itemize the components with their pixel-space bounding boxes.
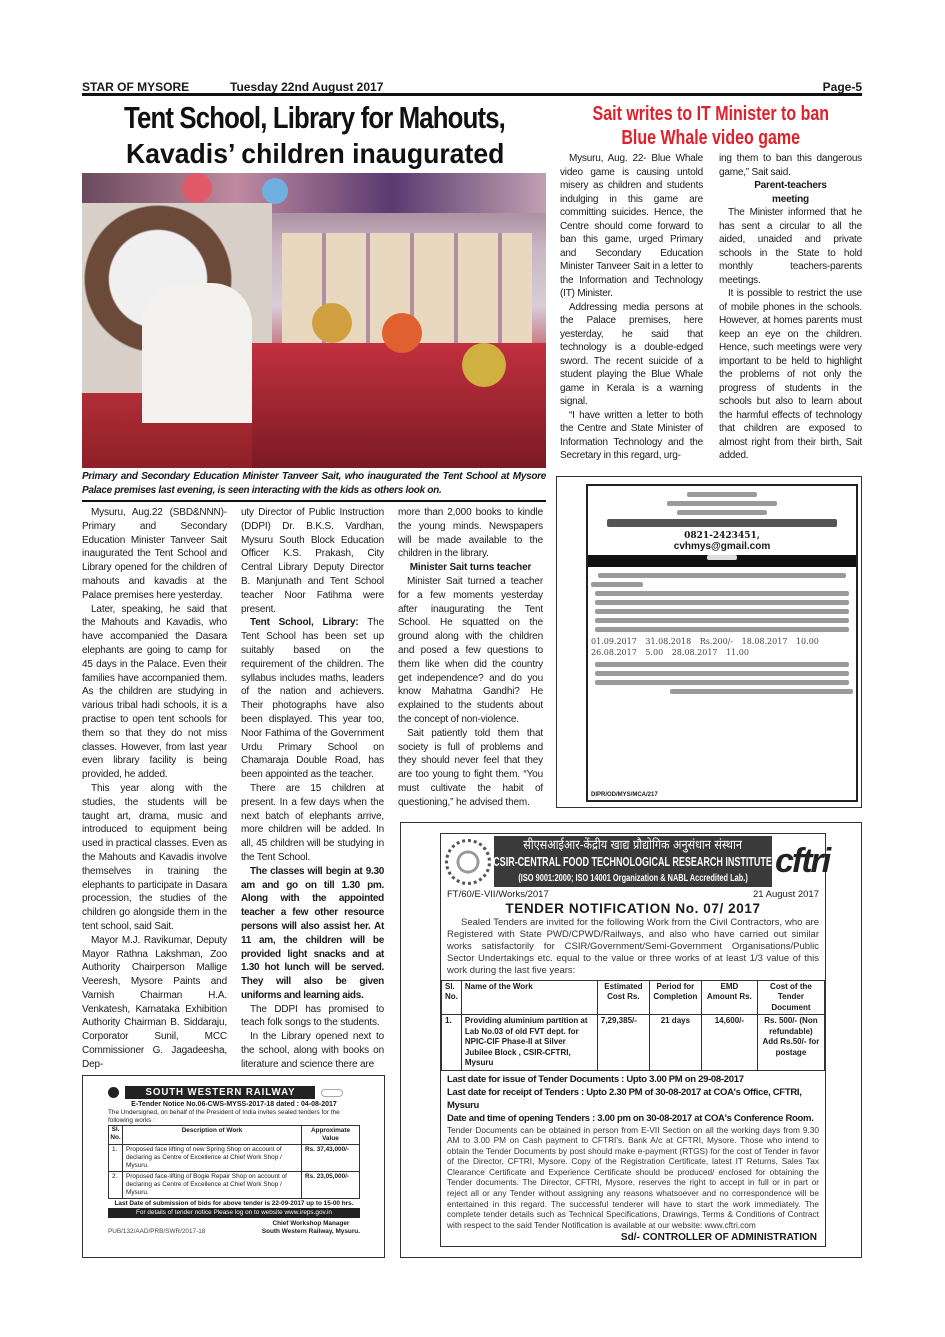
paragraph: ing them to ban this dangerous game,” Sait said. [719, 153, 862, 178]
article-photo [82, 173, 546, 468]
swr-title [125, 1086, 315, 1099]
cftri-tender-ad [440, 833, 830, 1247]
col-header: Description of Work [123, 1126, 302, 1145]
lead-in: Tent School, Library: [250, 617, 359, 629]
reference-number: FT/60/E-VII/Works/2017 [447, 889, 549, 900]
page-header [82, 80, 862, 96]
date: 31.08.2018 [645, 637, 692, 646]
time: 10.00 [795, 637, 819, 646]
blue-whale-column-2 [719, 152, 862, 463]
notice-date: 21 August 2017 [752, 889, 819, 900]
institute-name-text: CSIR-CENTRAL FOOD TECHNOLOGICAL RESEARCH INSTITUTE [494, 855, 772, 869]
date: 28.08.2017 [671, 648, 718, 657]
cell: 21 days [649, 1015, 701, 1071]
fee: Rs.200/- [699, 637, 734, 646]
paragraph: Mysuru, Aug. 22- Blue Whale video game is causing untold misery as children and students indulging in this game are committing suicides. Hence, the Centre should come forward to ban this game, urged Primary and Secondary Education Minister Tanveer Sait in a letter to the Information and Technology (IT) Minister. [560, 153, 703, 299]
col-header: EMD Amount Rs. [701, 980, 757, 1015]
col-header: Period for Completion [649, 980, 701, 1015]
time: 5.00 [645, 648, 664, 657]
headline-line1 [556, 102, 866, 126]
website-banner: For details of tender notice Please log on to website www.ireps.gov.in [108, 1208, 360, 1218]
headline-line2-text: Kavadis’ children inaugurated [125, 138, 505, 169]
notice-number: E-Tender Notice No.06-CWS-MYSS-2017-18 dated : 04-08-2017 [131, 1101, 337, 1108]
cell: 2. [109, 1172, 123, 1199]
cftri-banner [494, 836, 772, 887]
institute-name [494, 854, 772, 871]
paragraph: Mayor M.J. Ravikumar, Deputy Mayor Rathna Lakshman, Zoo Authority Chairperson Mallige Veeresh, Mysore Paints and Varnish Chairman H.A. Venkatesh, Karnataka Exhibition Authority Chairman B. Siddaraju, Corporator Sunil, MCC Commissioner G. Jagadeesha, Dep- [82, 934, 227, 1070]
paragraph: Minister Sait turned a teacher for a few moments yesterday after inaugurating the Tent School. He squatted on the ground along with the children and posed a few questions to them like when did the country get independence? and do you know Mahatma Gandhi? He explained to the students about the concept of non-violence. [398, 575, 543, 725]
cell: Providing aluminium partition at Lab No.03 of old FVT dept. for NPIC-CIF Phase-II at Silver Jubilee Block , CSIR-CFTRI, Mysuru [461, 1015, 597, 1071]
cell: Proposed face lifting of new Spring Shop on account of declaring as Centre of Excellence at Chief Work Shop / Mysuru. [123, 1145, 302, 1172]
date: 18.08.2017 [741, 637, 788, 646]
blue-whale-headline [556, 102, 866, 150]
table-row [442, 1015, 825, 1071]
hindi-name [494, 837, 772, 854]
kannada-tender-ad [586, 484, 858, 802]
date: 26.08.2017 [591, 648, 637, 657]
paragraph: It is possible to restrict the use of mobile phones in the schools. However, at homes parents must keep an eye on the children. Hence, such meetings were very important to be held to highlight the problems of not only the progress of students in the schools but also to learn about the harmful effects of technology that children are exposed to almost right from their birth, Sait added. [719, 288, 862, 461]
lead-column-2 [241, 506, 384, 1072]
deadline: Last date for receipt of Tenders : Upto 2.30 PM of 30-08-2017 at COA's Office, CFTRI, Mysuru [447, 1086, 802, 1111]
accreditation [494, 871, 772, 886]
masthead: STAR OF MYSORE [82, 80, 190, 94]
cell: 1. [442, 1015, 462, 1071]
paragraph: Sait patiently told them that society is full of problems and they should never feel that they are too young to fight them. “You must cultivate the habit of questioning,” he advised them. [398, 727, 543, 808]
cell: 1. [109, 1145, 123, 1172]
headline-line2 [556, 126, 866, 150]
table-header [442, 980, 825, 1015]
email: cvhmys@gmail.com [673, 541, 771, 552]
table-row [109, 1172, 360, 1199]
tender-table [441, 980, 825, 1071]
deadlines [441, 1071, 825, 1125]
submission-deadline: Last Date of submission of bids for above tender is 22-09-2017 up to 15-00 hrs. [114, 1200, 354, 1207]
col-header: Sl. No. [109, 1126, 123, 1145]
paragraph: Mysuru, Aug.22 (SBD&NNN)- Primary and Secondary Education Minister Tanveer Sait inaugurated the Tent School and Library opened for the children of mahouts and kavadis at the Palace premises here yesterday. [82, 507, 227, 601]
paragraph: In the Library opened next to the school, along with books on literature and science there are [241, 1031, 384, 1070]
notice-intro: The Undersigned, on behalf of the President of India invites sealed tenders for the following works : [108, 1109, 340, 1124]
accreditation-text: (ISO 9001:2000; ISO 14001 Organization & NABL Accredited Lab.) [518, 873, 748, 884]
paragraph: uty Director of Public Instruction (DDPI) Dr. B.K.S. Vardhan, Mysuru South Block Education Officer K.S. Prakash, City Central Library Deputy Director B. Manjunath and Tent School teacher Noor Fatihma were present. [241, 507, 384, 615]
cell: Rs. 23,05,000/- [302, 1172, 360, 1199]
paragraph: This year along with the studies, the students will be taught art, drama, music and introduced to equipment being used in practical classes. Even as the Mahouts and Kavadis involve themselves in training the elephants to participate in Dasara procession, the studies of the children go alongside them in the tent school, said Sait. [82, 782, 227, 932]
paragraph: There are 15 children at present. In a few days when the next batch of elephants arrive, more children will be added. In all, 45 children will be studying in the Tent School. [241, 782, 384, 863]
paragraph: The DDPI has promised to teach folk songs to the students. [241, 1003, 384, 1029]
cell: 7,29,385/- [597, 1015, 649, 1071]
signatory: Chief Workshop Manager [272, 1220, 350, 1227]
swr-tender-ad [108, 1086, 360, 1236]
publication-ref: PUB/132/AAD/PRB/SWR/2017-18 [108, 1228, 206, 1235]
date: 01.09.2017 [591, 637, 637, 646]
col-header: Estimated Cost Rs. [597, 980, 649, 1015]
ref-row [441, 887, 825, 901]
ad-dates [591, 636, 853, 658]
swr-title-text: SOUTH WESTERN RAILWAY [145, 1086, 295, 1098]
headline-line2-text: Blue Whale video game [621, 127, 801, 149]
paragraph [241, 616, 384, 782]
tender-body: Tender Documents can be obtained in person from E-VII Section on all the working days from 9.30 AM to 3.00 PM on Cash payment to CFTRI's. Bank A/c at CFTRI, Mysore. Those who intend to obtain the Tender Documents by post should make e-payment (RTGS) for the cost of Tender in favor of the Director, CFTRI, Mysore. Copy of the Registration Certificate, latest IT Returns, Sales Tax Clearance Certificate and Experience Certificate should be produced/ enclosed for obtaining the Tender documents. The Director, CFTRI, Mysore, reserves the right to accept in full or in part or reject all or any Tender without assigning any reasons whatsoever and no correspondence will be entertained in this regard. The successful tenderer will have to start the work immediately. The complete tender details such as Technical Specifications, Drawings, Terms & Conditions of Contract with respect to the said Tender Notification is available at our website: www.cftri.com [447, 1124, 819, 1230]
table-header [109, 1126, 360, 1145]
photo-caption: Primary and Secondary Education Minister Tanveer Sait, who inaugurated the Tent School at Mysore Palace premises last evening, is seen interacting with the kids as others look on. [82, 470, 546, 502]
paragraph-text: The Tent School has been set up suitably based on the requirement of the children. The syllabus includes maths, leaders of the nation and achievers. Their photographs have also been displayed. This year too, Noor Fathima of the Government Urdu Primary School on Chamaraja Double Road, has been appointed as the teacher. [241, 617, 384, 781]
headline-line1-text: Sait writes to IT Minister to ban [592, 103, 830, 125]
railway-emblem-icon [108, 1087, 119, 1098]
deadline: Last date for issue of Tender Documents : Upto 3.00 PM on 29-08-2017 [447, 1073, 744, 1085]
blue-whale-column-1 [560, 152, 703, 463]
subheading: Parent-teachers meeting [754, 180, 827, 205]
ireps-logo-icon [321, 1089, 343, 1097]
col-header: Sl. No. [442, 980, 462, 1015]
hindi-name-text: सीएसआईआर-केंद्रीय खाद्य प्रौद्योगिक अनुसंधान संस्थान [523, 838, 743, 853]
cell: Rs. 37,43,000/- [302, 1145, 360, 1172]
cftri-header [441, 834, 830, 887]
table-row [109, 1145, 360, 1172]
paragraph-bold: The classes will begin at 9.30 am and go on till 1.30 pm. Along with the appointed teacher a few other resource persons will also assist her. At 11 am, the children will be provided light snacks and at 1.30 hot lunch will be served. They will also be given uniforms and learning aids. [241, 865, 384, 1001]
lead-column-1 [82, 506, 227, 1072]
headline-line1-text: Tent School, Library for Mahouts, [124, 100, 506, 135]
headline-line2 [82, 137, 548, 171]
paragraph: Later, speaking, he said that the Mahouts and Kavadis, who have accompanied the Dasara elephants are going to camp for 45 days in the Palace. Even their families have accompanied them. As the children are studying in various tribal hadi schools, it is a practise to open tent schools for them so that they do not miss classes. However, from last year even library facility is being provided, he added. [82, 603, 227, 781]
signatory-office: South Western Railway, Mysuru. [261, 1228, 360, 1235]
cftri-logo: cftri [775, 841, 830, 880]
swr-footer [108, 1220, 360, 1236]
tender-title: TENDER NOTIFICATION No. 07/ 2017 [505, 900, 761, 916]
phone-number: 0821-2423451, [684, 531, 760, 541]
issue-date: Tuesday 22nd August 2017 [230, 80, 384, 94]
swr-header [108, 1086, 360, 1099]
subheading: Minister Sait turns teacher [409, 562, 532, 574]
cell: Rs. 500/- (Non refundable) Add Rs.50/- for postage [757, 1015, 824, 1071]
paragraph: “I have written a letter to both the Centre and State Minister of Information Technology and the Secretary in this regard, urg- [560, 409, 703, 461]
col-header: Cost of the Tender Document [757, 980, 824, 1015]
time: 11.00 [726, 648, 749, 657]
tender-intro: Sealed Tenders are invited for the following Work from the Civil Contractors, who are Registered with State PWD/CPWD/Railways, and also who have carried out similar works satisfactorily for CSIR/Government/Semi-Government Organisations/Public Sector Undertakings etc. equal to the value or three works of at least 1/3 value of this work during the last five years: [447, 916, 819, 976]
ad-reference: DIPR/OD/MYS/MCA/217 [591, 792, 658, 798]
blue-whale-columns [560, 152, 862, 463]
headline-line1 [82, 100, 548, 136]
cell: Proposed face-lifting of Bogie Repair Shop on account of declaring as Centre of Excellence at Chief Work Shop / Mysuru. [123, 1172, 302, 1199]
notice-banner [588, 555, 856, 567]
page-number: Page-5 [822, 80, 862, 94]
csir-emblem-icon [445, 839, 491, 885]
swr-table [108, 1125, 360, 1199]
col-header: Approximate Value [302, 1126, 360, 1145]
deadline: Date and time of opening Tenders : 3.00 pm on 30-08-2017 at COA's Conference Room. [447, 1112, 814, 1124]
paragraph: The Minister informed that he has sent a circular to all the aided, unaided and private schools in the State to hold monthly teachers-parents meetings. [719, 207, 862, 286]
signature: Sd/- CONTROLLER OF ADMINISTRATION [620, 1232, 817, 1244]
cell: 14,600/- [701, 1015, 757, 1071]
paragraph: Addressing media persons at the Palace premises, here yesterday, he said that technology is a double-edged sword. The recent suicide of a student playing the Blue Whale game in Kerala is a warning signal. [560, 301, 703, 407]
paragraph: more than 2,000 books to kindle the young minds. Newspapers will be made available to the children in the library. [398, 507, 543, 560]
col-header: Name of the Work [461, 980, 597, 1015]
swr-signature [262, 1220, 360, 1236]
